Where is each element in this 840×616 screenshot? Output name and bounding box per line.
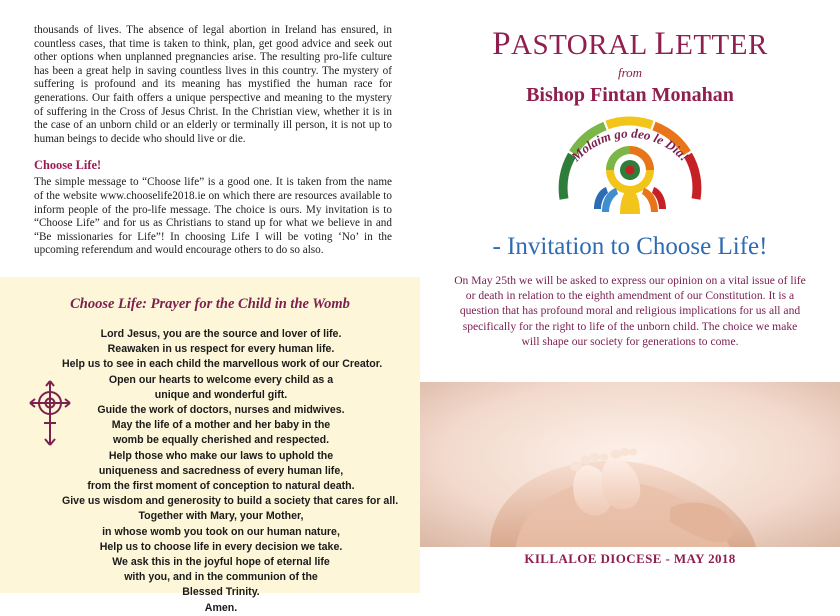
title-rest-pastoral: ASTORAL	[511, 29, 647, 61]
svg-text:Molaim go deo le Dia!: Molaim go deo le Dia!	[568, 125, 693, 165]
prayer-line: Together with Mary, your Mother,	[138, 510, 304, 523]
bishop-name: Bishop Fintan Monahan	[526, 84, 734, 106]
prayer-line: Reawaken in us respect for every human life.	[107, 343, 335, 356]
title-initial-l: L	[654, 26, 676, 62]
prayer-line: from the first moment of conception to natural death.	[87, 480, 355, 493]
prayer-line: Open our hearts to welcome every child as a	[108, 373, 334, 386]
prayer-line: Lord Jesus, you are the source and lover of life.	[100, 328, 342, 340]
prayer-lines	[0, 327, 420, 616]
left-page-panel	[0, 0, 420, 614]
prayer-line: Amen.	[204, 601, 238, 614]
choose-life-heading: Choose Life!	[34, 158, 102, 173]
invitation-headline: - Invitation to Choose Life!	[492, 233, 768, 260]
prayer-line: Help those who make our laws to uphold the	[108, 449, 334, 462]
diocese-logo	[420, 113, 840, 225]
prayer-title: Choose Life: Prayer for the Child in the Womb	[70, 296, 350, 312]
prayer-line: Help us to choose life in every decision we take.	[99, 540, 343, 553]
prayer-line: uniqueness and sacredness of every human life,	[98, 464, 344, 477]
footer-diocese-date: KILLALOE DIOCESE - MAY 2018	[524, 551, 736, 566]
prayer-line: unique and wonderful gift.	[154, 388, 288, 401]
title-from-label: from	[617, 65, 643, 80]
prayer-line: Guide the work of doctors, nurses and midwives.	[97, 404, 345, 417]
prayer-panel	[0, 277, 420, 614]
prayer-line: in whose womb you took on our human nature,	[102, 525, 340, 538]
cover-page-panel	[420, 0, 840, 593]
prayer-line: with you, and in the communion of the	[124, 571, 318, 584]
prayer-line: womb be equally cherished and respected.	[112, 434, 330, 447]
title-rest-letter: ETTER	[675, 29, 768, 61]
prayer-line: Help us to see in each child the marvellous work of our Creator.	[62, 358, 383, 371]
prayer-line: Give us wisdom and generosity to build a society that cares for all.	[62, 495, 399, 508]
page-title	[420, 26, 840, 63]
letter-paragraph-1: thousands of lives. The absence of legal abortion in Ireland has ensured, in countless cases, that time is taken to think, plan, get good advice and seek out other options when unplanned pregnancies arise. The resulting pro-life culture has been a great help in saving countless lives in this country. The mystery of suffering is profound and its meaning has mystified the human race for generations. Our faith offers a unique perspective and meaning to the mystery of suffering in the Cross of Jesus Christ. In the Christian view, whether it is in the case of an unborn child or an elderly or terminally ill person, it is not up to human beings to decide who should live or die.	[34, 24, 392, 145]
intro-paragraph: On May 25th we will be asked to express our opinion on a vital issue of life or death in relation to the eighth amendment of our Constitution. It is a question that has profound moral and religious implications for us all and specifically for the right to life of the unborn child. The choice we make will shape our society for generations to come.	[454, 274, 806, 348]
celtic-cross-icon	[26, 377, 74, 449]
prayer-line: We ask this in the joyful hope of eternal life	[112, 556, 330, 569]
prayer-line: May the life of a mother and her baby in the	[111, 419, 331, 432]
letter-text-block	[0, 0, 420, 277]
letter-paragraph-2: The simple message to “Choose life” is a good one. It is taken from the name of the website www.chooselife2018.ie on which there are resources available to inform people of the pro-life message. The choice is ours. My invitation is to “Choose Life” and for us as Christians to stand up for what we believe in and “Be missionaries for Life”! In choosing Life I will be voting ‘No’ in the upcoming referendum and would encourage others to do so also.	[34, 176, 392, 257]
baby-feet-photo	[420, 382, 840, 547]
prayer-line: Blessed Trinity.	[182, 586, 260, 599]
title-initial-p: P	[492, 26, 512, 62]
